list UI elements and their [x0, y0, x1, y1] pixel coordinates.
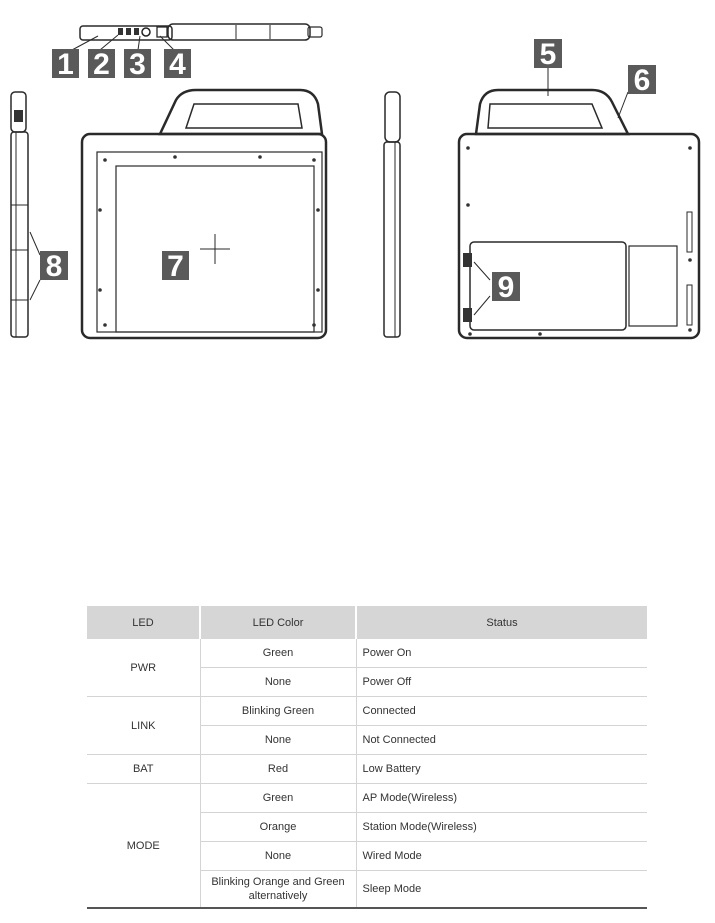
- led-color: Orange: [200, 813, 356, 842]
- led-name: LINK: [87, 697, 200, 755]
- callout-2: [88, 48, 115, 81]
- table-row: [87, 639, 647, 668]
- callout-1: [52, 48, 79, 81]
- table-row: [87, 784, 647, 813]
- callout-4: [164, 48, 191, 81]
- svg-text:3: 3: [129, 48, 146, 81]
- led-color: Green: [200, 784, 356, 813]
- table-row: [87, 697, 647, 726]
- front-view: [82, 90, 326, 338]
- svg-text:6: 6: [633, 64, 651, 97]
- table-header-row: [87, 606, 647, 639]
- svg-text:8: 8: [45, 250, 63, 283]
- svg-text:9: 9: [497, 271, 515, 304]
- led-status: Wired Mode: [356, 842, 647, 871]
- led-name: BAT: [87, 755, 200, 784]
- led-status: Power Off: [356, 668, 647, 697]
- callout-8: [40, 250, 68, 283]
- led-name: PWR: [87, 639, 200, 697]
- callout-9: [492, 271, 520, 304]
- callout-7: [162, 250, 189, 283]
- led-name: MODE: [87, 784, 200, 909]
- led-status: Connected: [356, 697, 647, 726]
- led-color: None: [200, 842, 356, 871]
- led-status: Station Mode(Wireless): [356, 813, 647, 842]
- led-status: Not Connected: [356, 726, 647, 755]
- table-row: [87, 755, 647, 784]
- svg-text:7: 7: [167, 250, 184, 283]
- callout-3: [124, 48, 151, 81]
- led-color: None: [200, 726, 356, 755]
- led-status: Sleep Mode: [356, 871, 647, 909]
- svg-text:1: 1: [57, 48, 74, 81]
- callout-6: [628, 64, 656, 97]
- led-status: Power On: [356, 639, 647, 668]
- callout-5: [534, 38, 562, 71]
- led-status: AP Mode(Wireless): [356, 784, 647, 813]
- left-side-view: [11, 92, 40, 337]
- header-led-color: LED Color: [200, 606, 356, 639]
- header-led: LED: [87, 606, 200, 639]
- led-status-table: [87, 606, 647, 909]
- led-color: Red: [200, 755, 356, 784]
- right-side-view: [384, 92, 400, 337]
- header-status: Status: [356, 606, 647, 639]
- led-color: Green: [200, 639, 356, 668]
- led-status: Low Battery: [356, 755, 647, 784]
- led-color: None: [200, 668, 356, 697]
- top-view: [72, 24, 322, 50]
- led-color: Blinking Green: [200, 697, 356, 726]
- svg-text:5: 5: [539, 38, 557, 71]
- led-color: Blinking Orange and Green alternatively: [200, 871, 356, 909]
- svg-text:2: 2: [93, 48, 110, 81]
- svg-text:4: 4: [169, 48, 186, 81]
